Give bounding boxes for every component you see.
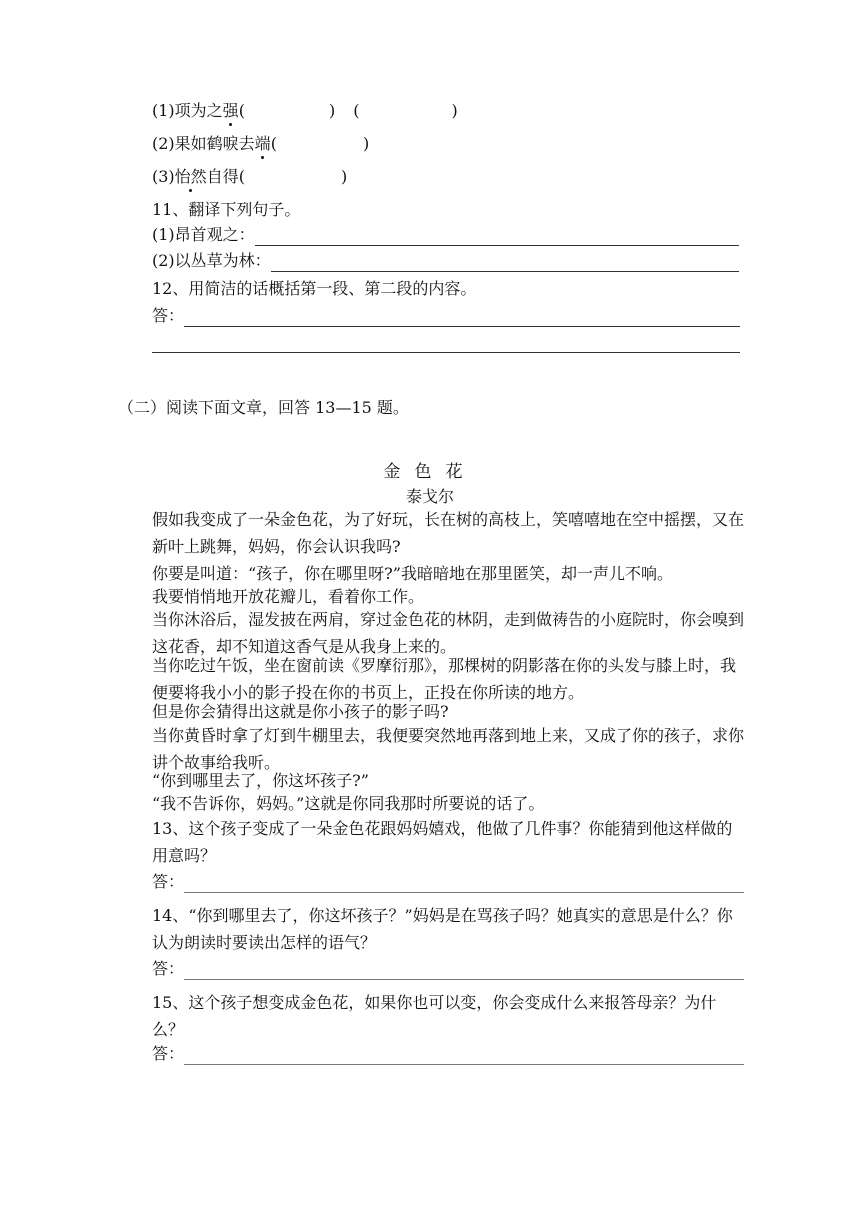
- q10-item-2-prefix: (2)果如鹤唳去: [152, 134, 255, 153]
- q11-sentence-1: [152, 224, 739, 246]
- q15-answer: [152, 1043, 744, 1065]
- article-paragraph-8: “你到哪里去了，你这坏孩子?”: [152, 771, 369, 790]
- article-paragraph-1: [152, 506, 748, 560]
- paren-open: (: [353, 101, 360, 120]
- article-author: 泰戈尔: [405, 487, 454, 506]
- section-2-heading: （二）阅读下面文章，回答 13—15 题。: [118, 398, 409, 417]
- q10-item-2-dotted: 端: [254, 134, 271, 153]
- answer-line[interactable]: [255, 227, 739, 246]
- article-title: 金色花: [383, 462, 477, 482]
- answer-label: 答：: [152, 306, 185, 325]
- paragraph-text: 假如我变成了一朵金色花，为了好玩，长在树的高枝上，笑嘻嘻地在空中摇摆，又在新叶上跳舞，妈妈，你会认识我吗?: [152, 510, 745, 556]
- q12-answer: [152, 305, 740, 327]
- article-paragraph-7: 当你黄昏时拿了灯到牛棚里去，我便要突然地再落到地上来，又成了你的孩子，求你讲个故事给我听。: [152, 726, 745, 772]
- q12-title: 12、用简洁的话概括第一段、第二段的内容。: [152, 279, 477, 298]
- q11-title: 11、翻译下列句子。: [152, 200, 301, 219]
- answer-label: 答：: [152, 872, 185, 891]
- q11-sentence-1-label: (1)昂首观之：: [152, 225, 255, 244]
- article-paragraph-5: 当你吃过午饭，坐在窗前读《罗摩衍那》，那棵树的阴影落在你的头发与膝上时，我便要将我小小的影子投在你的书页上，正投在你所读的地方。: [152, 656, 737, 702]
- q10-item-1-dotted: 强: [222, 101, 239, 120]
- answer-line[interactable]: [152, 334, 740, 353]
- paren-open: (: [238, 101, 245, 120]
- article-paragraph-9: “我不告诉你，妈妈。”这就是你同我那时所要说的话了。: [152, 794, 545, 813]
- q10-item-1-prefix: (1)项为之: [152, 101, 223, 120]
- article-paragraph-3: 我要悄悄地开放花瓣儿，看着你工作。: [152, 587, 425, 606]
- answer-line[interactable]: [184, 1046, 744, 1065]
- q10-item-3-prefix: (3): [152, 167, 175, 186]
- answer-line[interactable]: [184, 874, 744, 893]
- q14-answer: [152, 958, 744, 980]
- q13-text: 13、这个孩子变成了一朵金色花跟妈妈嬉戏，他做了几件事？你能猜到他这样做的用意吗？: [152, 819, 733, 865]
- paren-open: (: [270, 134, 277, 153]
- q11-sentence-2: [152, 250, 739, 272]
- paren-open: (: [238, 167, 245, 186]
- paren-close: ): [328, 101, 336, 120]
- article-paragraph-4: 当你沐浴后，湿发披在两肩，穿过金色花的林阴，走到做祷告的小庭院时，你会嗅到这花香，却不知道这香气是从我身上来的。: [152, 610, 745, 656]
- answer-label: 答：: [152, 1044, 185, 1063]
- article-paragraph-6: 但是你会猜得出这就是你小孩子的影子吗?: [152, 702, 449, 721]
- q14-text: 14、“你到哪里去了，你这坏孩子？”妈妈是在骂孩子吗？她真实的意思是什么？你认为朗读时要读出怎样的语气？: [152, 906, 733, 952]
- q10-item-1: [152, 100, 458, 122]
- q10-item-3: [152, 166, 347, 188]
- q11-sentence-2-label: (2)以丛草为林：: [152, 251, 271, 270]
- answer-line[interactable]: [271, 253, 739, 272]
- q10-item-3-dotted: 怡然: [174, 167, 207, 186]
- q15-text: 15、这个孩子想变成金色花，如果你也可以变，你会变成什么来报答母亲？为什么？: [152, 993, 717, 1039]
- q10-item-3-suffix: 自得: [206, 167, 239, 186]
- answer-label: 答：: [152, 959, 185, 978]
- answer-line[interactable]: [184, 308, 740, 327]
- paren-close: ): [340, 167, 348, 186]
- article-paragraph-2: 你要是叫道：“孩子，你在哪里呀?”我暗暗地在那里匿笑，却一声儿不响。: [152, 564, 673, 583]
- paren-close: ): [451, 101, 458, 120]
- answer-line[interactable]: [184, 961, 744, 980]
- paren-close: ): [362, 134, 370, 153]
- q13-answer: [152, 871, 744, 893]
- q12-answer-continued: [152, 331, 740, 353]
- q10-item-2: [152, 133, 369, 155]
